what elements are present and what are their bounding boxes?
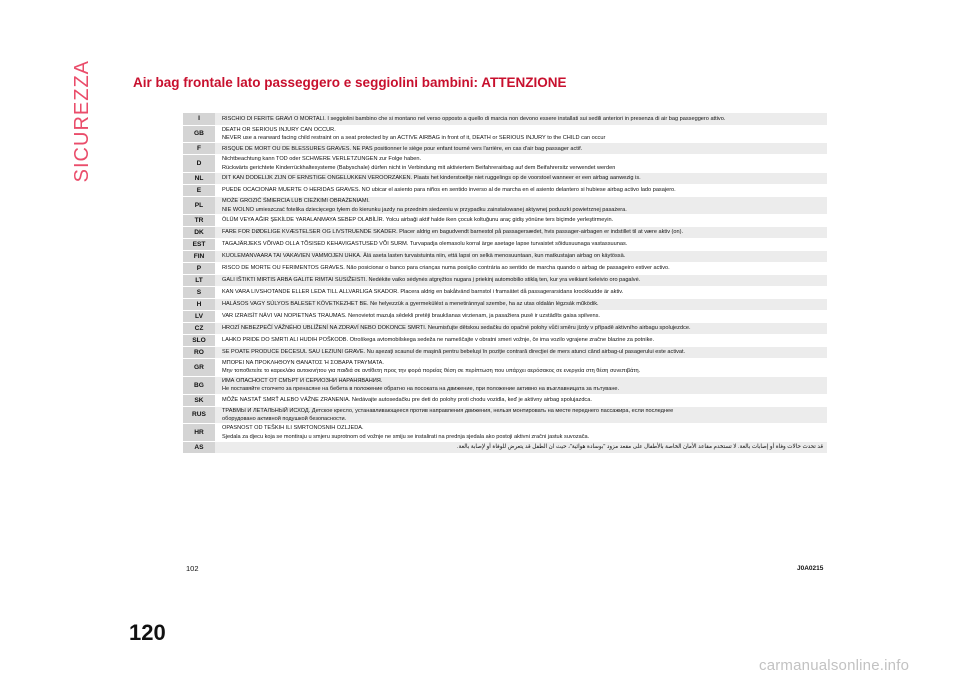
warning-text-line: MÔŽE NASTAŤ SMRŤ ALEBO VÁŽNE ZRANENIA. Nedávajte autosedačku pre deti do polohy proti chodu vozidla, keď je aktívny airbag spolujazdca. (222, 396, 592, 403)
warning-text (215, 346, 827, 358)
warning-text-line: TAGAJÄRJEKS VÕIVAD OLLA TÕSISED KEHAVIGASTUSED VÕI SURM. Turvapadja olemasolu korral ärge asetage lapse turvaistet sõidusuunaga vastassuunas. (222, 241, 628, 248)
warning-text (215, 442, 827, 454)
warning-text (215, 424, 827, 442)
table-row (183, 442, 827, 454)
table-row (183, 298, 827, 310)
table-row (183, 113, 827, 125)
language-code: HR (183, 424, 215, 442)
table-row (183, 286, 827, 298)
warning-text (215, 322, 827, 334)
section-label: SICUREZZA (71, 60, 93, 183)
warning-text (215, 310, 827, 322)
table-row (183, 155, 827, 173)
warning-text (215, 376, 827, 394)
warning-text-line: Sjedala za djecu koja se montiraju u smjeru suprotnom od vožnje ne smiju se instalirati na prednja sjedala ako postoji aktivni zračni jastuk suvozača. (222, 433, 590, 440)
table-row (183, 274, 827, 286)
language-code: BG (183, 376, 215, 394)
warning-text-line: Не поставяйте столчето за пренасяне на бебета в положение обратно на посоката на движение, при положение активно на възглавницата за пътуване. (222, 386, 620, 393)
warning-text-line: ΜΠΟΡΕΙ ΝΑ ΠΡΟΚΛΗΘΟΥΝ ΘΑΝΑΤΟΣ Ή ΣΟΒΑΡΑ ΤΡΑΥΜΑΤΑ. (222, 359, 384, 366)
warning-text (215, 143, 827, 155)
figure-code: J0A0215 (797, 565, 824, 572)
language-code: LT (183, 274, 215, 286)
warning-text-line: RISCO DE MORTE OU FERIMENTOS GRAVES. Não posicionar o banco para crianças numa posição contrária ao sentido de marcha quando o airbag de passageiro estiver activo. (222, 265, 670, 272)
warning-text-line: VAR IZRAISĪT NĀVI VAI NOPIETNAS TRAUMAS. Nenovietot mazuļa sēdekli pretēji braukšanas virzienam, ja pasažiera pusē ir uzstādīts gaisa spilvens. (222, 313, 600, 320)
language-code: AS (183, 442, 215, 454)
warning-text (215, 334, 827, 346)
table-row (183, 346, 827, 358)
warning-text-line: DIT KAN DODELIJK ZIJN OF ERNSTIGE ONGELUKKEN VEROORZAKEN. Plaats het kinderstoeltje niet ruggelings op de voorstoel wanneer er een airbag aanwezig is. (222, 175, 641, 182)
warning-text-line: DEATH OR SERIOUS INJURY CAN OCCUR. (222, 126, 336, 133)
warning-text (215, 286, 827, 298)
warning-text (215, 226, 827, 238)
language-code: LV (183, 310, 215, 322)
language-code: FIN (183, 250, 215, 262)
table-row (183, 125, 827, 143)
table-row (183, 185, 827, 197)
table-row (183, 250, 827, 262)
language-code: GB (183, 125, 215, 143)
language-code: H (183, 298, 215, 310)
warning-text-line: GALI IŠTIKTI MIRTIS ARBA GALITE RIMTAI SUSIŽEISTI. Nedėkite vaiko sėdynės atgręžtos nugara į priekinį automobilio stiklą ten, kur yra veikiant keleivio oro pagalvė. (222, 277, 641, 284)
table-row (183, 394, 827, 406)
language-code: F (183, 143, 215, 155)
warning-text-line: NEVER use a rearward facing child restraint on a seat protected by an ACTIVE AIRBAG in front of it, DEATH or SERIOUS INJURY to the CHILD can occur (222, 134, 606, 141)
language-code: SK (183, 394, 215, 406)
warning-table (183, 113, 827, 454)
language-code: TR (183, 214, 215, 226)
language-code: RO (183, 346, 215, 358)
language-code: EST (183, 238, 215, 250)
table-row (183, 322, 827, 334)
table-row (183, 173, 827, 185)
warning-text (215, 238, 827, 250)
language-code: RUS (183, 406, 215, 424)
table-row (183, 262, 827, 274)
warning-text-line: HALÁSOS VAGY SÚLYOS BALESET KÖVETKEZHET BE. Ne helyezzük a gyermekülést a menetiránnyal szembe, ha az utas oldalán légzsák működik. (222, 301, 599, 308)
language-code: GR (183, 358, 215, 376)
warning-text (215, 394, 827, 406)
warning-text (215, 358, 827, 376)
warning-text-line: قد تحدث حالات وفاة أو إصابات بالغة. لا تستخدم مقاعد الأمان الخاصة بالأطفال على مقعد مزود "بوسادة هوائية"، حيث ان الطفل قد يتعرض للوفاة أو لإصابة بالغة. (457, 444, 823, 451)
table-row (183, 214, 827, 226)
warning-text-line: MOŻE GROZIĆ ŚMIERCIA LUB CIEŻKIMI OBRAŻENIAMI. (222, 198, 370, 205)
warning-text-line: SE POATE PRODUCE DECESUL SAU LEZIUNI GRAVE. Nu aşezaţi scaunul de maşină pentru bebeluşi în poziţie contrară direcţiei de mers atunci când airbag-ul pasagerului este activat. (222, 349, 686, 356)
table-row (183, 226, 827, 238)
warning-text (215, 155, 827, 173)
language-code: I (183, 113, 215, 125)
warning-text-line: RISQUE DE MORT OU DE BLESSURES GRAVES. NE PAS positionner le siège pour enfant tourné vers l'arrière, en cas d'air bag passager actif. (222, 145, 583, 152)
warning-text-line: KUOLEMANVAARA TAI VAKAVIEN VAMMOJEN UHKA. Älä aseta lasten turvaistuinta niin, että lapsi on selkä menosuuntaan, kun matkustajan airbag on käytössä. (222, 253, 626, 260)
warning-text-line: FARE FOR DØDELIGE KVÆSTELSER OG LIVSTRUENDE SKADER. Placer aldrig en bagudvendt barnestol på passagersædet, hvis passager-airbagen er indstillet til at være aktiv (on). (222, 229, 684, 236)
table-row (183, 197, 827, 215)
warning-text (215, 214, 827, 226)
language-code: P (183, 262, 215, 274)
warning-text (215, 406, 827, 424)
warning-text-line: NIE WOLNO umieszczać fotelika dziecięcego tyłem do kierunku jazdy na przednim siedzeniu w przypadku zainstalowanej aktywnej poduszki powietrznej pasażera. (222, 206, 627, 213)
figure-number: 102 (186, 564, 199, 573)
warning-text (215, 274, 827, 286)
warning-text (215, 262, 827, 274)
language-code: PL (183, 197, 215, 215)
warning-text-line: LAHKO PRIDE DO SMRTI ALI HUDIH POŠKODB. Otroškega avtomobilskega sedeža ne nameščajte v obratni smeri vožnje, če ima vozilo vgrajene zračne blazine za potnike. (222, 337, 655, 344)
warning-text-line: оборудовано активной подушкой безопасности. (222, 415, 347, 422)
warning-text-line: PUEDE OCACIONAR MUERTE O HERIDAS GRAVES. NO ubicar el asiento para niños en sentido inverso al de marcha en el asiento delantero si hubiese airbag activo lado pasajero. (222, 187, 676, 194)
page-title: Air bag frontale lato passeggero e seggiolini bambini: ATTENZIONE (133, 75, 567, 90)
warning-text (215, 185, 827, 197)
language-code: DK (183, 226, 215, 238)
language-code: E (183, 185, 215, 197)
warning-text-line: RISCHIO DI FERITE GRAVI O MORTALI. I seggiolini bambino che si montano nel verso opposto a quello di marcia non devono essere installati sui sedili anteriori in presenza di air bag passeggero attivo. (222, 115, 726, 122)
warning-text-line: OPASNOST OD TEŠKIH ILI SMRTONOSNIH OZLJEDA. (222, 425, 364, 432)
warning-text (215, 197, 827, 215)
page-number: 120 (129, 620, 166, 645)
warning-text (215, 298, 827, 310)
language-code: CZ (183, 322, 215, 334)
warning-text (215, 250, 827, 262)
warning-text-line: Rückwärts gerichtete Kinderrückhaltesysteme (Babyschale) dürfen nicht in Verbindung mit aktiviertem Beifahrerairbag auf dem Beifahrersitz verwendet werden (222, 164, 616, 171)
table-row (183, 358, 827, 376)
table-row (183, 334, 827, 346)
warning-text (215, 125, 827, 143)
warning-text-line: KAN VARA LIVSHOTANDE ELLER LEDA TILL ALLVARLIGA SKADOR. Placera aldrig en bakåtvänd barnstol i framsätet då passagerarsidans krockkudde är aktiv. (222, 289, 624, 296)
table-row (183, 238, 827, 250)
watermark-link[interactable]: carmanualsonline.info (759, 657, 910, 674)
warning-text-line: ИМА ОПАСНОСТ ОТ СМЪРТ И СЕРИОЗНИ НАРАНЯВАНИЯ. (222, 377, 383, 384)
language-code: SLO (183, 334, 215, 346)
warning-text-line: ÖLÜM VEYA AĞIR ŞEKİLDE YARALANMAYA SEBEP OLABİLİR. Yolcu airbaği aktif halde iken çocuk koltuğunu araç gidiş yönüne ters biçimde yerleştirmeyin. (222, 217, 614, 224)
warning-text-line: ТРАВМЫ И ЛЕТАЛЬНЫЙ ИСХОД. Детское кресло, устанавливающееся против направления движения, нельзя монтировать на месте переднего пассажира, если последнее (222, 407, 674, 414)
language-code: D (183, 155, 215, 173)
table-row (183, 424, 827, 442)
warning-text-line: Μην τοποθετείτε το καρεκλάκι αυτοκινήτου για παιδιά σε αντίθετη προς την φορά πορείας θέση σε περίπτωση που υπάρχει αερόσακος σε ενεργεία στη θέση συνεπιβάτη. (222, 368, 641, 375)
language-code: NL (183, 173, 215, 185)
warning-text (215, 173, 827, 185)
warning-text-line: Nichtbeachtung kann TOD oder SCHWERE VERLETZUNGEN zur Folge haben. (222, 156, 422, 163)
table-row (183, 143, 827, 155)
table-row (183, 310, 827, 322)
warning-text (215, 113, 827, 125)
table-row (183, 376, 827, 394)
table-row (183, 406, 827, 424)
warning-text-line: HROZÍ NEBEZPEČÍ VÁŽNÉHO UBLÍŽENÍ NA ZDRAVÍ NEBO DOKONCE SMRTI. Neumisťujte dětskou sedačku do opačné polohy vůči směru jízdy v případě aktivního airbagu spolujezdce. (222, 325, 691, 332)
language-code: S (183, 286, 215, 298)
